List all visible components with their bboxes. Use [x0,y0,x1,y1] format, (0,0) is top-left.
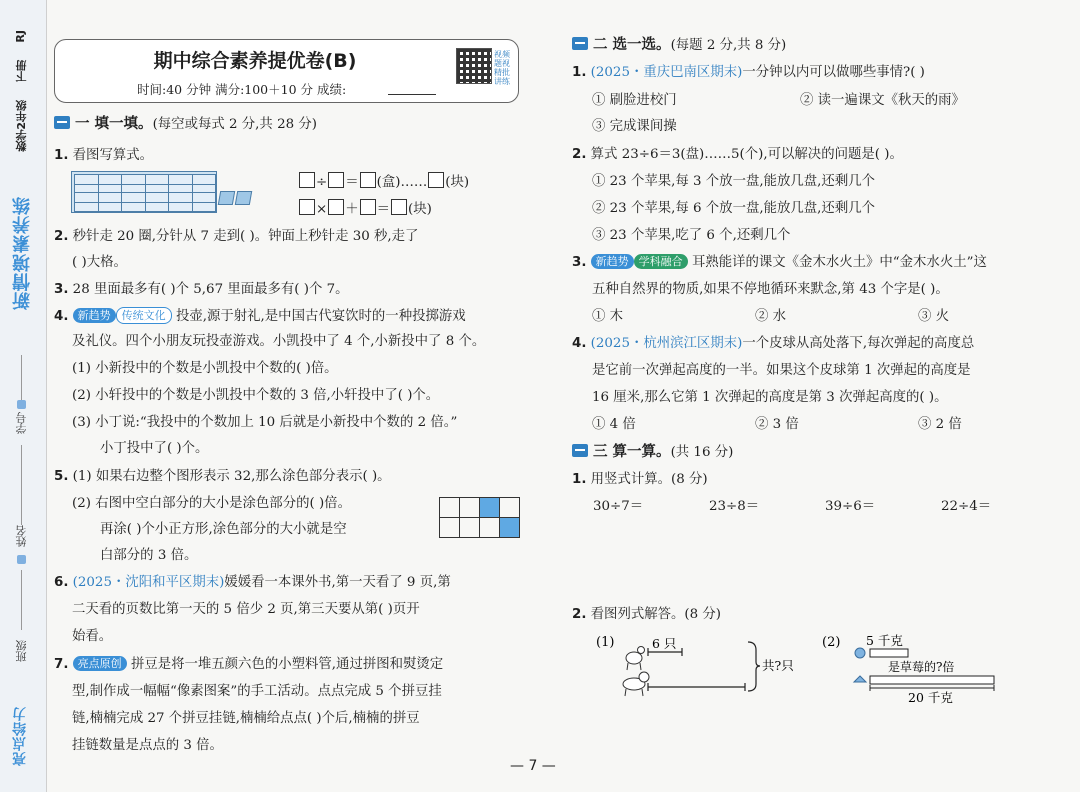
square-grid-figure [439,497,519,537]
edition-label: RJ [14,30,27,43]
section-1-heading: 一 填一填。(每空或每式 2 分,共 28 分) [54,114,317,135]
bottom-brand-label: 亮点给力 [12,706,28,766]
weight-bar-figure [820,628,1010,708]
figure-2-bottom-label: 20 千克 [908,690,953,705]
section-icon [572,37,588,50]
q2-4-line2: 是它前一次弹起高度的一半。如果这个皮球第 1 次弹起的高度是 [592,363,971,378]
trend-badge: 新趋势 [591,254,634,269]
q1-1-row2: × ＋ ＝ (块) [298,199,432,219]
q2-1-opt2[interactable]: ② 读一遍课文《秋天的雨》 [800,93,965,108]
q2-3-opt1[interactable]: ① 木 [592,309,624,324]
culture-badge: 传统文化 [116,307,172,324]
strawberry-icon [854,676,866,682]
q1-7-line2: 型,制作成一幅幅“像素图案”的手工活动。点点完成 5 个拼豆挂 [72,684,442,699]
section-icon [54,116,70,129]
section-3-heading: 三 算一算。(共 16 分) [572,442,733,463]
calc-expr[interactable]: 39÷6＝ [825,499,876,514]
section-2-heading: 二 选一选。(每题 2 分,共 8 分) [572,35,786,56]
q1-2-line2: ( )大格。 [72,255,127,270]
q2-2-opt2[interactable]: ② 23 个苹果,每 6 个放一盘,能放几盘,还剩几个 [592,201,875,216]
q1-4-line2: 及礼仪。四个小朋友玩投壶游戏。小凯投中了 4 个,小新投中了 8 个。 [72,334,486,349]
q2-1-opt3[interactable]: ③ 完成课间操 [592,119,677,134]
q2-2-opt1[interactable]: ① 23 个苹果,每 3 个放一盘,能放几盘,还剩几个 [592,174,875,189]
q2-1: 1. (2025・重庆巴南区期末)一分钟以内可以做哪些事情?( ) [572,65,925,80]
loose-piece-icon [218,191,235,205]
q1-4-line1: 4. 新趋势 传统文化 投壶,源于射礼,是中国古代宴饮时的一种投掷游戏 [54,309,466,324]
q1-5-sub2: (2) 右图中空白部分的大小是涂色部分的( )倍。 [72,496,351,511]
exam-info: 时间:40 分钟 满分:100＋10 分 成绩: [137,82,347,97]
qr-label: 视频 题视 精批 讲练 [494,50,510,86]
chocolate-boxes-image [71,171,217,213]
brand-label: 新情境素养练 [12,196,33,310]
q1-4-sub3b: 小丁投中了( )个。 [100,441,209,456]
student-id-field[interactable]: 学号 [15,412,28,434]
figure-2-top-label: 5 千克 [866,633,903,648]
volume-label: 下册 [15,60,28,82]
original-badge: 亮点原创 [73,656,127,671]
subject-label: 数学2年级 [15,100,28,152]
q1-7-line3: 链,楠楠完成 27 个拼豆挂链,楠楠给点点( )个后,楠楠的拼豆 [72,711,420,726]
q1-4-sub1: (1) 小新投中的个数是小凯投中个数的( )倍。 [72,361,338,376]
q1-6-line3: 始看。 [72,629,113,644]
q1-5-sub2b: 再涂( )个小正方形,涂色部分的大小就是空 [100,522,347,537]
q2-1-opt1[interactable]: ① 刷脸进校门 [592,93,677,108]
exam-title: 期中综合素养提优卷(B) [153,50,357,72]
score-blank[interactable] [388,94,436,95]
q2-4-line1: 4. (2025・杭州滨江区期末)一个皮球从高处落下,每次弹起的高度总 [572,336,975,351]
exam-header [54,39,519,103]
animal-count-figure [590,628,820,708]
deer-icon [626,647,645,671]
q1-4-sub3: (3) 小丁说:“我投中的个数加上 10 后就是小新投中个数的 2 倍。” [72,415,458,430]
q1-6-line2: 二天看的页数比第一天的 5 倍少 2 页,第三天要从第( )页开 [72,602,420,617]
qr-code-icon[interactable] [456,48,492,84]
q2-4-opt1[interactable]: ① 4 倍 [592,417,636,432]
book-spine [0,0,47,792]
calc-expr[interactable]: 30÷7＝ [593,499,644,514]
calc-expr[interactable]: 23÷8＝ [709,499,760,514]
cross-subject-badge: 学科融合 [634,254,688,269]
q1-1: 1. 看图写算式。 [54,148,154,163]
q2-3-opt2[interactable]: ② 水 [755,309,787,324]
figure-1-total-label: 共?只 [762,658,794,673]
figure-2-mid-label: 是草莓的?倍 [888,660,955,674]
q2-3-opt3[interactable]: ③ 火 [918,309,950,324]
class-field[interactable]: 班级 [15,640,28,662]
section-icon [572,444,588,457]
q1-5-sub2c: 白部分的 3 倍。 [100,548,198,563]
q3-2: 2. 看图列式解答。(8 分) [572,607,722,622]
figure-2-label: (2) [822,635,841,650]
trend-badge: 新趋势 [73,308,116,323]
q1-6-line1: 6. (2025・沈阳和平区期末)媛媛看一本课外书,第一天看了 9 页,第 [54,575,451,590]
q2-4-opt2[interactable]: ② 3 倍 [755,417,799,432]
q1-7-line1: 7. 亮点原创 拼豆是将一堆五颜六色的小塑料管,通过拼图和熨烫定 [54,657,444,672]
name-field[interactable]: 姓名 [15,525,28,547]
q2-4-opt3[interactable]: ③ 2 倍 [918,417,962,432]
q1-1-row1: ÷ ＝ (盒)…… (块) [298,172,469,192]
loose-piece-icon [235,191,252,205]
q1-7-line4: 挂链数量是点点的 3 倍。 [72,738,223,753]
q1-2-line1: 2. 秒针走 20 圈,分针从 7 走到( )。钟面上秒针走 30 秒,走了 [54,229,419,244]
q2-2: 2. 算式 23÷6＝3(盘)……5(个),可以解决的问题是( )。 [572,147,903,162]
page-number: — 7 — [510,758,556,774]
figure-1-top-label: 6 只 [652,636,677,651]
q1-5-sub1: 5. (1) 如果右边整个图形表示 32,那么涂色部分表示( )。 [54,469,391,484]
q2-2-opt3[interactable]: ③ 23 个苹果,吃了 6 个,还剩几个 [592,228,791,243]
q1-4-sub2: (2) 小轩投中的个数是小凯投中个数的 3 倍,小轩投中了( )个。 [72,388,440,403]
water-drop-icon [855,648,865,658]
calc-expr[interactable]: 22÷4＝ [941,499,992,514]
q2-3-line1: 3. 新趋势 学科融合 耳熟能详的课文《金木水火土》中“金木水火土”这 [572,255,987,270]
q1-3: 3. 28 里面最多有( )个 5,67 里面最多有( )个 7。 [54,282,349,297]
q2-3-line2: 五种自然界的物质,如果不停地循环来默念,第 43 个字是( )。 [592,282,949,297]
dog-icon [623,672,649,696]
q3-1: 1. 用竖式计算。(8 分) [572,472,708,487]
figure-1-label: (1) [596,635,615,650]
q2-4-line3: 16 厘米,那么它第 1 次弹起的高度是第 3 次弹起高度的( )。 [592,390,948,405]
